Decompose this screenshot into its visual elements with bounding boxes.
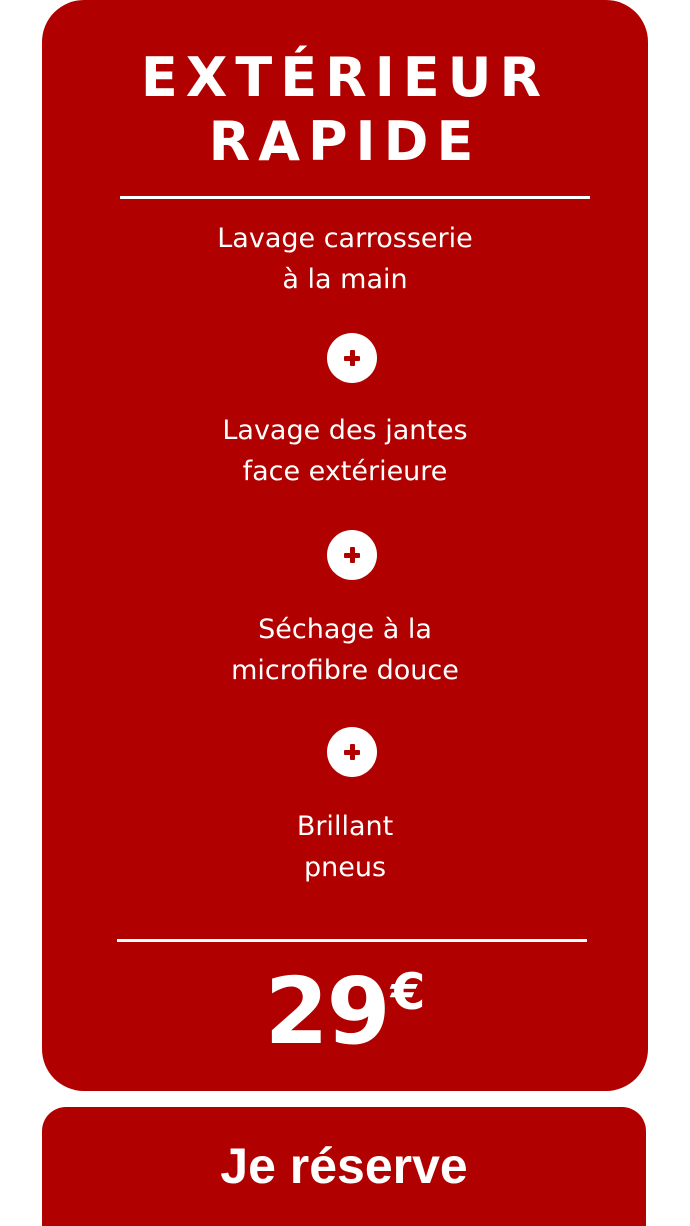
feature-item-2-line2: face extérieure bbox=[242, 456, 448, 487]
bottom-divider bbox=[117, 939, 587, 942]
price-amount: 29 bbox=[264, 958, 389, 1065]
plus-icon bbox=[327, 333, 377, 383]
feature-item-4-line2: pneus bbox=[303, 852, 387, 883]
offer-title bbox=[42, 46, 648, 174]
price-currency: € bbox=[390, 963, 426, 1021]
plus-icon bbox=[327, 530, 377, 580]
offer-card bbox=[42, 0, 648, 1091]
feature-item-1 bbox=[42, 218, 648, 300]
feature-item-3-line1: Séchage à la bbox=[258, 614, 432, 645]
top-divider bbox=[120, 196, 590, 199]
offer-title-line1: EXTÉRIEUR bbox=[140, 46, 550, 109]
feature-item-2-line1: Lavage des jantes bbox=[222, 415, 468, 446]
feature-item-3-line2: microfibre douce bbox=[231, 655, 459, 686]
plus-icon bbox=[327, 727, 377, 777]
reserve-button[interactable]: Je réserve bbox=[42, 1107, 646, 1226]
feature-item-2 bbox=[42, 410, 648, 492]
feature-item-4 bbox=[42, 806, 648, 888]
offer-title-line2: RAPIDE bbox=[208, 110, 482, 173]
feature-item-1-line2: à la main bbox=[282, 264, 408, 295]
price bbox=[42, 958, 648, 1065]
feature-item-1-line1: Lavage carrosserie bbox=[217, 223, 473, 254]
feature-item-4-line1: Brillant bbox=[296, 811, 394, 842]
feature-item-3 bbox=[42, 609, 648, 691]
